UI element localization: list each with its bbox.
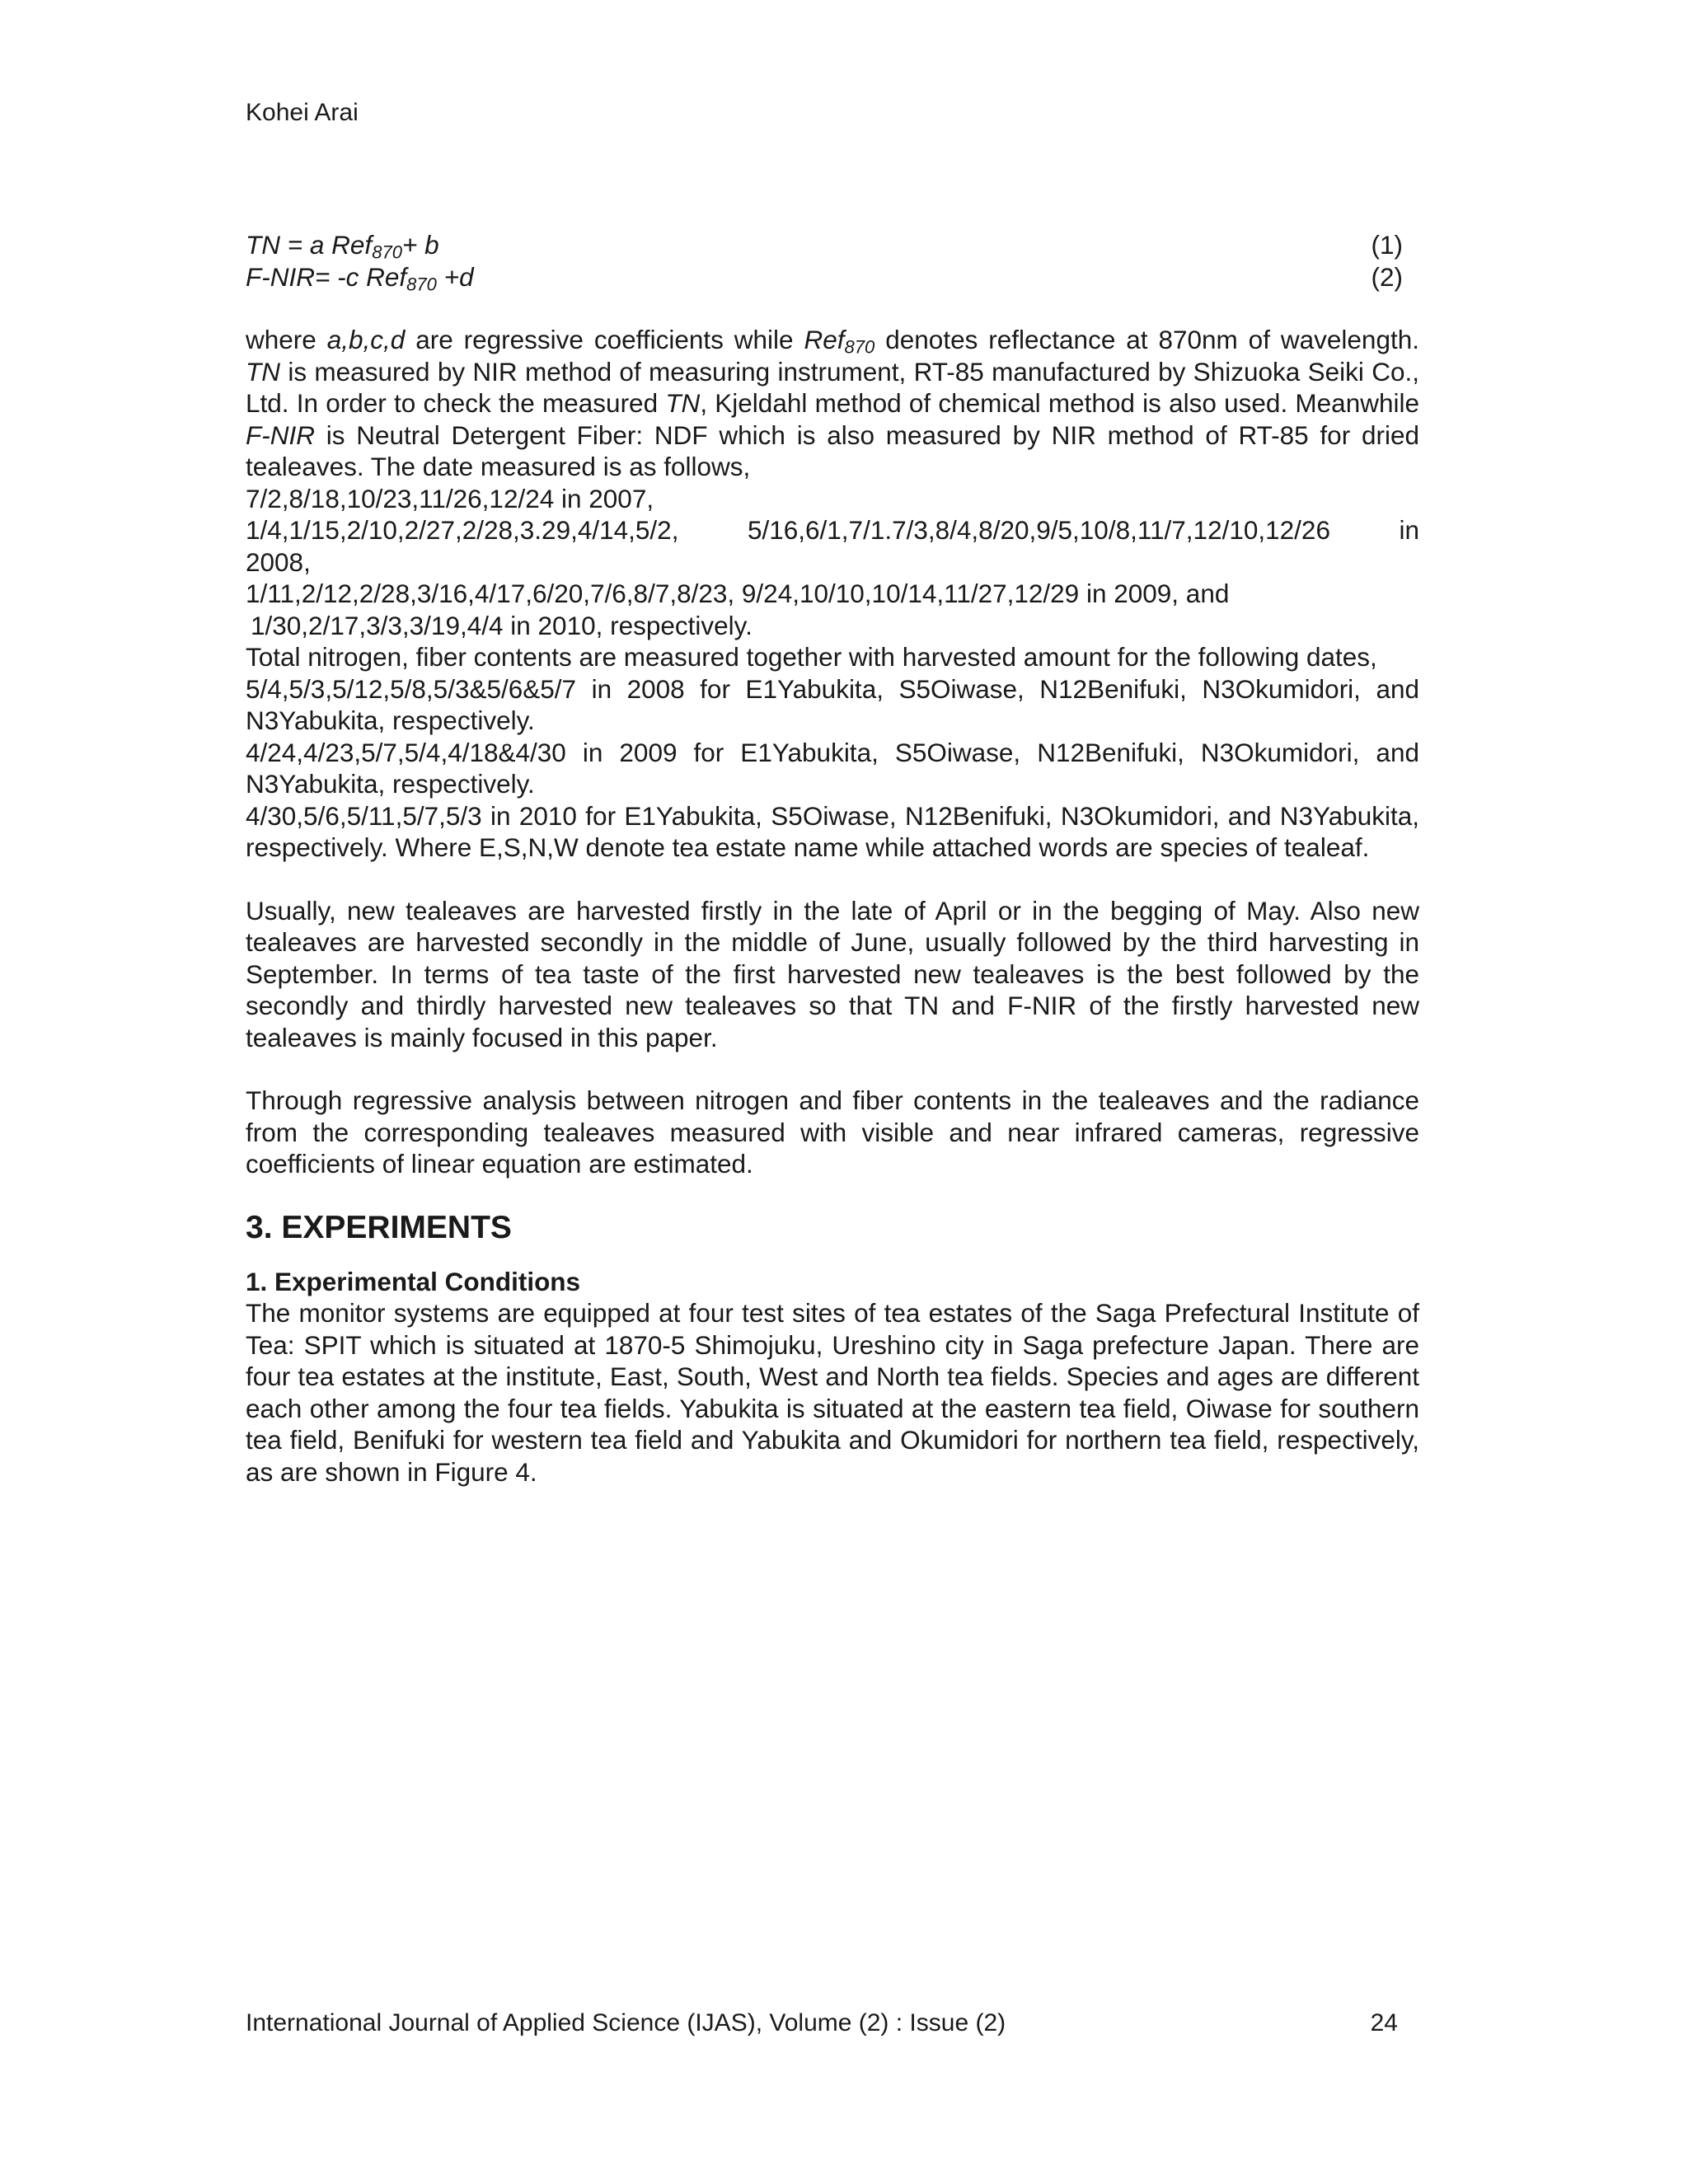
page-body — [246, 229, 1419, 1488]
running-header-author: Kohei Arai — [246, 99, 359, 126]
paragraph-harvest-season: Usually, new tealeaves are harvested firstly in the late of April or in the begging of May. Also new tealeaves are harvested secondly in the middle of June, usually followed by the third harvesting in September. In terms of tea taste of the first harvested new tealeaves is the best followed by the secondly and thirdly harvested new tealeaves so that TN and F-NIR of the firstly harvested new tealeaves is mainly focused in this paper. — [246, 895, 1419, 1052]
page-number: 24 — [1370, 2009, 1398, 2036]
coefficients-italic: a,b,c,d — [326, 325, 406, 354]
equation-1-number: (1) — [1371, 230, 1403, 260]
equation-2-subscript: 870 — [406, 274, 437, 294]
paragraph-coefficients: where a,b,c,d are regressive coefficients while Ref$_{870}$ denotes reflectance at 870nm of wavelength. TN is measured by NIR method of measuring instrument, RT-85 manufactured by Shizuoka Seiki Co., Ltd. In order to check the measured TN, Kjeldahl method of chemical method is also used. Meanwhile F-NIR is Neutral Detergent Fiber: NDF which is also measured by NIR method of RT-85 for dried tealeaves. The date measured is as follows, — [246, 325, 1419, 481]
paragraph-total-nitrogen: Total nitrogen, fiber contents are measured together with harvested amount for the following dates, — [246, 642, 1377, 672]
harvest-dates-2009: 4/24,4/23,5/7,5/4,4/18&4/30 in 2009 for E1Yabukita, S5Oiwase, N12Benifuki, N3Okumidori, and N3Yabukita, respectively. — [246, 737, 1419, 799]
equation-2-mid: = -c Ref — [314, 261, 407, 292]
dates-2010: 1/30,2/17,3/3,3/19,4/4 in 2010, respectively. — [251, 610, 753, 640]
equation-2-lhs: F-NIR — [246, 261, 315, 292]
equation-1-rhs: + b — [402, 230, 439, 260]
date-list — [246, 483, 1419, 642]
paragraph-experimental-conditions: The monitor systems are equipped at four test sites of tea estates of the Saga Prefectural Institute of Tea: SPIT which is situated at 1870-5 Shimojuku, Ureshino city in Saga prefecture Japan. There are four tea estates at the institute, East, South, West and North tea fields. Species and ages are different each other among the four tea fields. Yabukita is situated at the eastern tea field, Oiwase for southern tea field, Benifuki for western tea field and Yabukita and Okumidori for northern tea field, respectively, as are shown in Figure 4. — [246, 1298, 1419, 1487]
harvest-dates-2008: 5/4,5/3,5/12,5/8,5/3&5/6&5/7 in 2008 for E1Yabukita, S5Oiwase, N12Benifuki, N3Okumidori, and N3Yabukita, respectively. — [246, 673, 1419, 735]
dates-2009: 1/11,2/12,2/28,3/16,4/17,6/20,7/6,8/7,8/23, 9/24,10/10,10/14,11/27,12/29 in 2009, and — [246, 579, 1230, 608]
equation-1-mid: = a Ref — [280, 230, 373, 260]
subsection-heading: 1. Experimental Conditions — [246, 1266, 581, 1296]
dates-2008-year: 2008, — [246, 546, 311, 577]
equation-2-number: (2) — [1371, 261, 1403, 292]
section-heading: 3. EXPERIMENTS — [246, 1209, 512, 1245]
dates-2008-line: 1/4,1/15,2/10,2/27,2/28,3.29,4/14,5/2, 5/16,6/1,7/1.7/3,8/4,8/20,9/5,10/8,11/7,12/10,12/26 in — [246, 515, 1419, 545]
page-footer — [246, 2008, 1398, 2039]
harvest-dates-2010: 4/30,5/6,5/11,5/7,5/3 in 2010 for E1Yabukita, S5Oiwase, N12Benifuki, N3Okumidori, and N3Yabukita, respectively. Where E,S,N,W denote tea estate name while attached words are species of tealeaf. — [246, 800, 1419, 862]
footer-journal: International Journal of Applied Science (IJAS), Volume (2) : Issue (2) — [246, 2009, 1006, 2036]
equation-1 — [246, 229, 1419, 261]
equation-1-subscript: 870 — [372, 241, 402, 263]
equation-2-rhs: +d — [436, 261, 474, 292]
paragraph-regression: Through regressive analysis between nitrogen and fiber contents in the tealeaves and the radiance from the corresponding tealeaves measured with visible and near infrared cameras, regressive coefficients of linear equation are estimated. — [246, 1085, 1419, 1179]
dates-2007: 7/2,8/18,10/23,11/26,12/24 in 2007, — [246, 483, 654, 513]
equation-1-lhs: TN — [246, 230, 280, 260]
equation-2 — [246, 261, 1419, 293]
